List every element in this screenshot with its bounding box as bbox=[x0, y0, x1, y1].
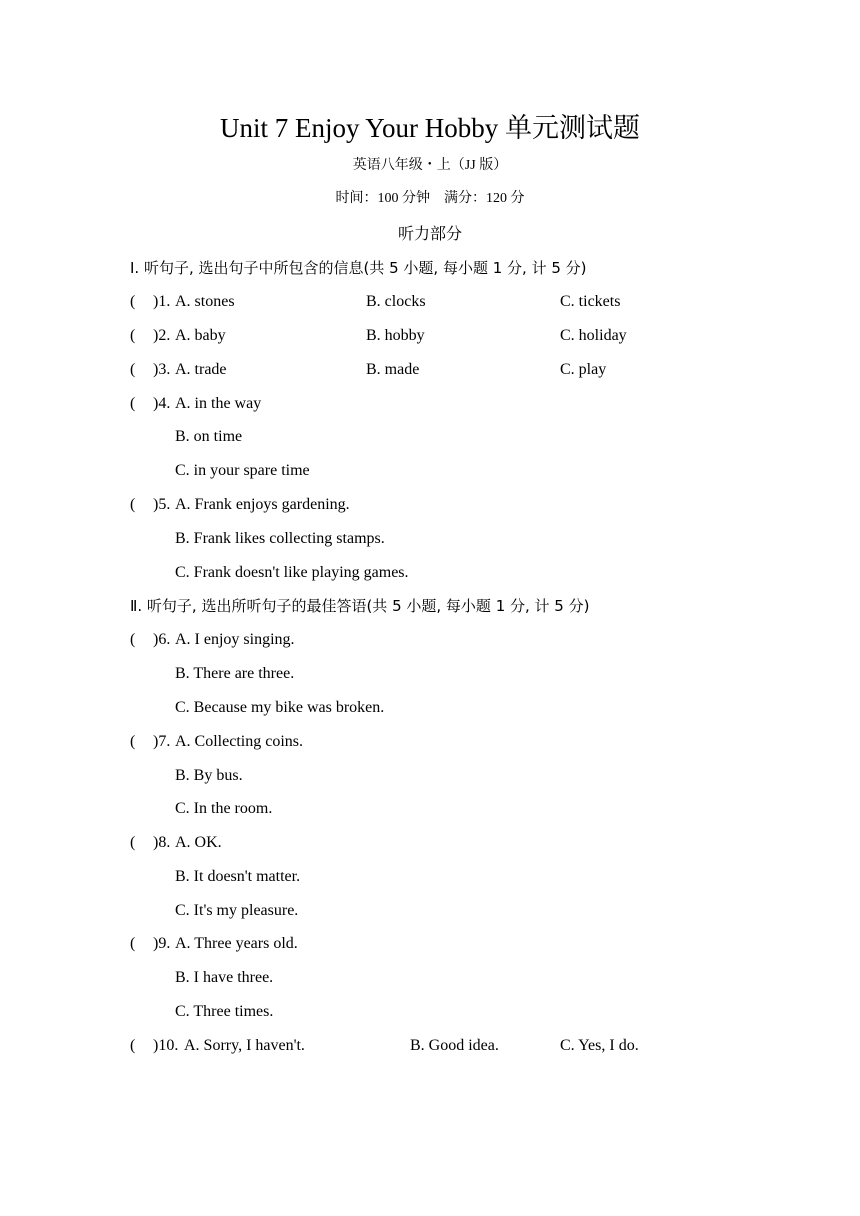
option-a: A. Three years old. bbox=[175, 935, 298, 952]
option-b: B. Frank likes collecting stamps. bbox=[175, 530, 385, 547]
question-9-option-b-row bbox=[0, 966, 860, 990]
question-number: )10. bbox=[153, 1037, 179, 1054]
section-1-heading: Ⅰ. 听句子, 选出句子中所包含的信息(共 5 小题, 每小题 1 分, 计 5 分) bbox=[130, 259, 587, 277]
option-a: A. Collecting coins. bbox=[175, 733, 303, 750]
answer-blank: ( bbox=[130, 935, 136, 952]
option-b: B. on time bbox=[175, 428, 243, 445]
option-a: A. I enjoy singing. bbox=[175, 631, 295, 648]
answer-blank: ( bbox=[130, 496, 136, 513]
answer-blank: ( bbox=[130, 1037, 136, 1054]
question-number: )5. bbox=[153, 496, 171, 513]
option-c: C. play bbox=[560, 361, 607, 378]
question-9 bbox=[0, 932, 860, 956]
question-number: )7. bbox=[153, 733, 171, 750]
question-8-option-c-row bbox=[0, 899, 860, 923]
option-c: C. Yes, I do. bbox=[560, 1037, 639, 1054]
answer-blank: ( bbox=[130, 395, 136, 412]
question-3 bbox=[0, 358, 860, 382]
question-number: )4. bbox=[153, 395, 171, 412]
option-c: C. It's my pleasure. bbox=[175, 902, 299, 919]
question-number: )8. bbox=[153, 834, 171, 851]
option-b: B. clocks bbox=[366, 293, 426, 310]
question-8-option-b-row bbox=[0, 865, 860, 889]
option-c: C. holiday bbox=[560, 327, 627, 344]
option-b: B. Good idea. bbox=[410, 1037, 499, 1054]
question-6-option-b-row bbox=[0, 662, 860, 686]
option-b: B. hobby bbox=[366, 327, 425, 344]
option-c: C. Frank doesn't like playing games. bbox=[175, 564, 409, 581]
option-c: C. In the room. bbox=[175, 800, 273, 817]
question-number: )9. bbox=[153, 935, 171, 952]
question-4 bbox=[0, 392, 860, 416]
option-c: C. tickets bbox=[560, 293, 621, 310]
answer-blank: ( bbox=[130, 327, 136, 344]
answer-blank: ( bbox=[130, 361, 136, 378]
question-5-option-c-row bbox=[0, 561, 860, 585]
question-1 bbox=[0, 290, 860, 314]
question-7-option-b-row bbox=[0, 764, 860, 788]
option-a: A. baby bbox=[175, 327, 226, 344]
question-4-option-c-row bbox=[0, 459, 860, 483]
option-c: C. Because my bike was broken. bbox=[175, 699, 385, 716]
document-title: Unit 7 Enjoy Your Hobby 单元测试题 bbox=[219, 113, 641, 143]
option-c: C. in your spare time bbox=[175, 462, 310, 479]
option-b: B. By bus. bbox=[175, 767, 243, 784]
question-2 bbox=[0, 324, 860, 348]
question-number: )2. bbox=[153, 327, 171, 344]
question-5-option-b-row bbox=[0, 527, 860, 551]
option-a: A. OK. bbox=[175, 834, 222, 851]
section-2-heading: Ⅱ. 听句子, 选出所听句子的最佳答语(共 5 小题, 每小题 1 分, 计 5 分) bbox=[130, 597, 590, 615]
option-c: C. Three times. bbox=[175, 1003, 274, 1020]
question-7-option-c-row bbox=[0, 797, 860, 821]
question-number: )1. bbox=[153, 293, 171, 310]
answer-blank: ( bbox=[130, 293, 136, 310]
option-b: B. There are three. bbox=[175, 665, 295, 682]
option-b: B. made bbox=[366, 361, 420, 378]
question-4-option-b-row bbox=[0, 425, 860, 449]
question-number: )3. bbox=[153, 361, 171, 378]
option-a: A. trade bbox=[175, 361, 227, 378]
question-9-option-c-row bbox=[0, 1000, 860, 1024]
option-a: A. stones bbox=[175, 293, 235, 310]
question-6-option-c-row bbox=[0, 696, 860, 720]
question-number: )6. bbox=[153, 631, 171, 648]
option-a: A. Sorry, I haven't. bbox=[184, 1037, 305, 1054]
answer-blank: ( bbox=[130, 733, 136, 750]
time-and-score-info: 时间：100 分钟 满分：120 分 bbox=[335, 191, 525, 206]
option-a: A. in the way bbox=[175, 395, 262, 412]
option-b: B. I have three. bbox=[175, 969, 274, 986]
part-label: 听力部分 bbox=[397, 224, 462, 243]
question-8 bbox=[0, 831, 860, 855]
answer-blank: ( bbox=[130, 631, 136, 648]
document-subtitle: 英语八年级・上（JJ 版） bbox=[352, 158, 508, 173]
answer-blank: ( bbox=[130, 834, 136, 851]
question-5 bbox=[0, 493, 860, 517]
question-7 bbox=[0, 730, 860, 754]
question-6 bbox=[0, 628, 860, 652]
option-b: B. It doesn't matter. bbox=[175, 868, 301, 885]
option-a: A. Frank enjoys gardening. bbox=[175, 496, 350, 513]
question-10 bbox=[0, 1034, 860, 1058]
